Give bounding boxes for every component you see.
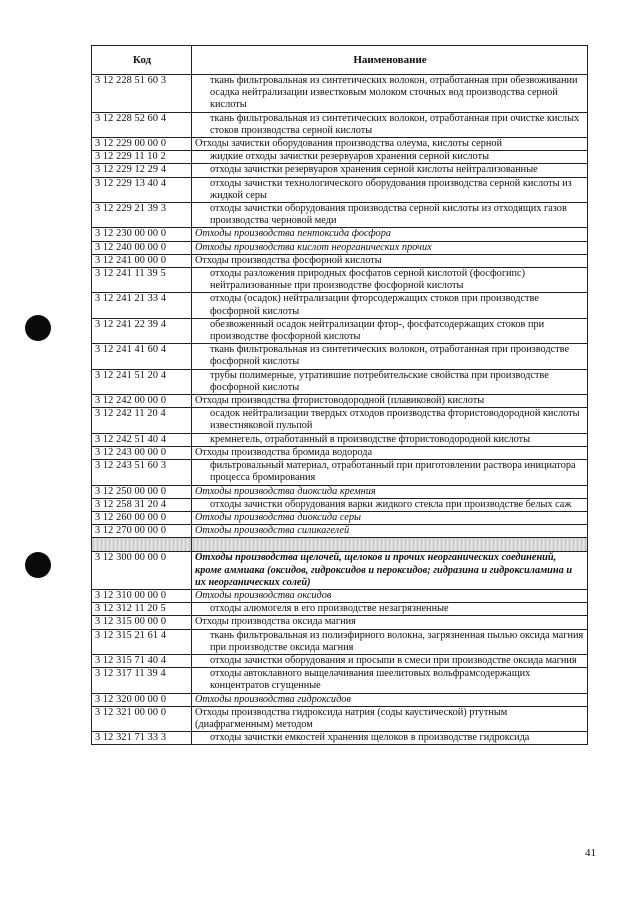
table-row [92, 344, 588, 369]
waste-code: 3 12 317 11 39 4 [92, 668, 192, 693]
waste-name: Отходы производства диоксида кремния [192, 485, 588, 498]
waste-name: Отходы производства фтористоводородной (плавиковой) кислоты [192, 395, 588, 408]
waste-name: отходы зачистки оборудования и просыпи в смеси при производстве оксида магния [192, 654, 588, 667]
waste-code: 3 12 242 51 40 4 [92, 433, 192, 446]
waste-code: 3 12 260 00 00 0 [92, 511, 192, 524]
waste-name: ткань фильтровальная из синтетических волокон, отработанная при производстве фосфорной кислоты [192, 344, 588, 369]
waste-name: Отходы производства бромида водорода [192, 446, 588, 459]
waste-catalog-table [91, 45, 588, 745]
waste-name: Отходы производства оксидов [192, 589, 588, 602]
table-row [92, 203, 588, 228]
waste-code: 3 12 321 00 00 0 [92, 706, 192, 731]
table-row [92, 254, 588, 267]
waste-code: 3 12 321 71 33 3 [92, 732, 192, 745]
waste-name: осадок нейтрализации твердых отходов производства фтористоводородной кислоты известняковой пульпой [192, 408, 588, 433]
table-row [92, 138, 588, 151]
waste-name: Отходы производства кислот неорганических прочих [192, 241, 588, 254]
waste-name: ткань фильтровальная из синтетических волокон, отработанная при очистке кислых стоков производства серной кислоты [192, 112, 588, 137]
waste-name: Отходы производства диоксида серы [192, 511, 588, 524]
table-row [92, 164, 588, 177]
waste-name: Отходы производства фосфорной кислоты [192, 254, 588, 267]
waste-name: обезвоженный осадок нейтрализации фтор-, фосфатсодержащих стоков при производстве фосфорной кислоты [192, 318, 588, 343]
table-row [92, 408, 588, 433]
waste-code: 3 12 258 31 20 4 [92, 498, 192, 511]
waste-name: отходы (осадок) нейтрализации фторсодержащих стоков при производстве фосфорной кислоты [192, 293, 588, 318]
binder-hole [25, 315, 51, 341]
waste-code: 3 12 320 00 00 0 [92, 693, 192, 706]
waste-name: Отходы производства гидроксида натрия (соды каустической) ртутным (диафрагменным) методом [192, 706, 588, 731]
waste-code: 3 12 229 12 29 4 [92, 164, 192, 177]
table-row [92, 498, 588, 511]
waste-name: жидкие отходы зачистки резервуаров хранения серной кислоты [192, 151, 588, 164]
table-row [92, 460, 588, 485]
waste-code: 3 12 315 71 40 4 [92, 654, 192, 667]
waste-name [192, 538, 588, 552]
table-row [92, 693, 588, 706]
code-column-header: Код [92, 46, 192, 75]
waste-code: 3 12 270 00 00 0 [92, 525, 192, 538]
table-row [92, 706, 588, 731]
waste-code: 3 12 241 22 39 4 [92, 318, 192, 343]
waste-name: отходы зачистки оборудования варки жидкого стекла при производстве белых саж [192, 498, 588, 511]
waste-name: Отходы производства щелочей, щелоков и прочих неорганических соединений, кроме аммиака (оксидов, гидроксидов и пероксидов; гидразина и гидроксиламина и их неорганических солей) [192, 552, 588, 590]
waste-code: 3 12 310 00 00 0 [92, 589, 192, 602]
waste-code: 3 12 241 41 60 4 [92, 344, 192, 369]
table-row [92, 629, 588, 654]
waste-name: Отходы зачистки оборудования производства олеума, кислоты серной [192, 138, 588, 151]
table-row [92, 177, 588, 202]
table-row [92, 268, 588, 293]
table-row [92, 552, 588, 590]
waste-code: 3 12 241 11 39 5 [92, 268, 192, 293]
waste-code: 3 12 229 00 00 0 [92, 138, 192, 151]
table-row [92, 395, 588, 408]
waste-code: 3 12 243 51 60 3 [92, 460, 192, 485]
table-row [92, 75, 588, 113]
table-row [92, 525, 588, 538]
waste-name: отходы разложения природных фосфатов серной кислотой (фосфогипс) нейтрализованные при производстве фосфорной кислоты [192, 268, 588, 293]
waste-code: 3 12 243 00 00 0 [92, 446, 192, 459]
table-row [92, 668, 588, 693]
table-row [92, 293, 588, 318]
shaded-separator-row [92, 538, 588, 552]
table-row [92, 616, 588, 629]
page-number: 41 [585, 847, 596, 859]
waste-code: 3 12 250 00 00 0 [92, 485, 192, 498]
table-row [92, 433, 588, 446]
table-row [92, 112, 588, 137]
waste-name: отходы зачистки технологического оборудования производства серной кислоты из жидкой серы [192, 177, 588, 202]
waste-name: ткань фильтровальная из синтетических волокон, отработанная при обезвоживании осадка нейтрализации известковым молоком сточных вод производства серной кислоты [192, 75, 588, 113]
waste-code: 3 12 230 00 00 0 [92, 228, 192, 241]
table-row [92, 485, 588, 498]
table-row [92, 603, 588, 616]
waste-name: кремнегель, отработанный в производстве фтористоводородной кислоты [192, 433, 588, 446]
table-body [92, 75, 588, 745]
table-row [92, 151, 588, 164]
table-row [92, 589, 588, 602]
table-row [92, 654, 588, 667]
waste-code: 3 12 241 00 00 0 [92, 254, 192, 267]
waste-name: отходы алюмогеля в его производстве незагрязненные [192, 603, 588, 616]
table-row [92, 228, 588, 241]
waste-name: трубы полимерные, утратившие потребительские свойства при производстве фосфорной кислоты [192, 369, 588, 394]
table-row [92, 369, 588, 394]
waste-code: 3 12 312 11 20 5 [92, 603, 192, 616]
name-column-header: Наименование [192, 46, 588, 75]
waste-code: 3 12 228 51 60 3 [92, 75, 192, 113]
waste-code: 3 12 315 21 61 4 [92, 629, 192, 654]
waste-name: отходы зачистки резервуаров хранения серной кислоты нейтрализованные [192, 164, 588, 177]
table-row [92, 446, 588, 459]
table-row [92, 511, 588, 524]
binder-hole [25, 552, 51, 578]
table-row [92, 241, 588, 254]
waste-code: 3 12 315 00 00 0 [92, 616, 192, 629]
waste-name: Отходы производства гидроксидов [192, 693, 588, 706]
waste-code [92, 538, 192, 552]
table-row [92, 318, 588, 343]
waste-code: 3 12 241 51 20 4 [92, 369, 192, 394]
waste-code: 3 12 241 21 33 4 [92, 293, 192, 318]
waste-code: 3 12 242 00 00 0 [92, 395, 192, 408]
waste-code: 3 12 240 00 00 0 [92, 241, 192, 254]
table-header-row [92, 46, 588, 75]
table-row [92, 732, 588, 745]
waste-name: отходы зачистки емкостей хранения щелоков в производстве гидроксида [192, 732, 588, 745]
waste-name: фильтровальный материал, отработанный при приготовлении раствора инициатора процесса бромирования [192, 460, 588, 485]
waste-name: Отходы производства силикагелей [192, 525, 588, 538]
waste-code: 3 12 242 11 20 4 [92, 408, 192, 433]
waste-name: отходы автоклавного выщелачивания шеелитовых вольфрамсодержащих концентратов сгущенные [192, 668, 588, 693]
waste-code: 3 12 229 11 10 2 [92, 151, 192, 164]
waste-name: Отходы производства оксида магния [192, 616, 588, 629]
waste-code: 3 12 300 00 00 0 [92, 552, 192, 590]
waste-name: отходы зачистки оборудования производства серной кислоты из отходящих газов производства черновой меди [192, 203, 588, 228]
waste-name: Отходы производства пентоксида фосфора [192, 228, 588, 241]
waste-code: 3 12 228 52 60 4 [92, 112, 192, 137]
waste-code: 3 12 229 13 40 4 [92, 177, 192, 202]
waste-name: ткань фильтровальная из полиэфирного волокна, загрязненная пылью оксида магния при производстве оксида магния [192, 629, 588, 654]
waste-code: 3 12 229 21 39 3 [92, 203, 192, 228]
